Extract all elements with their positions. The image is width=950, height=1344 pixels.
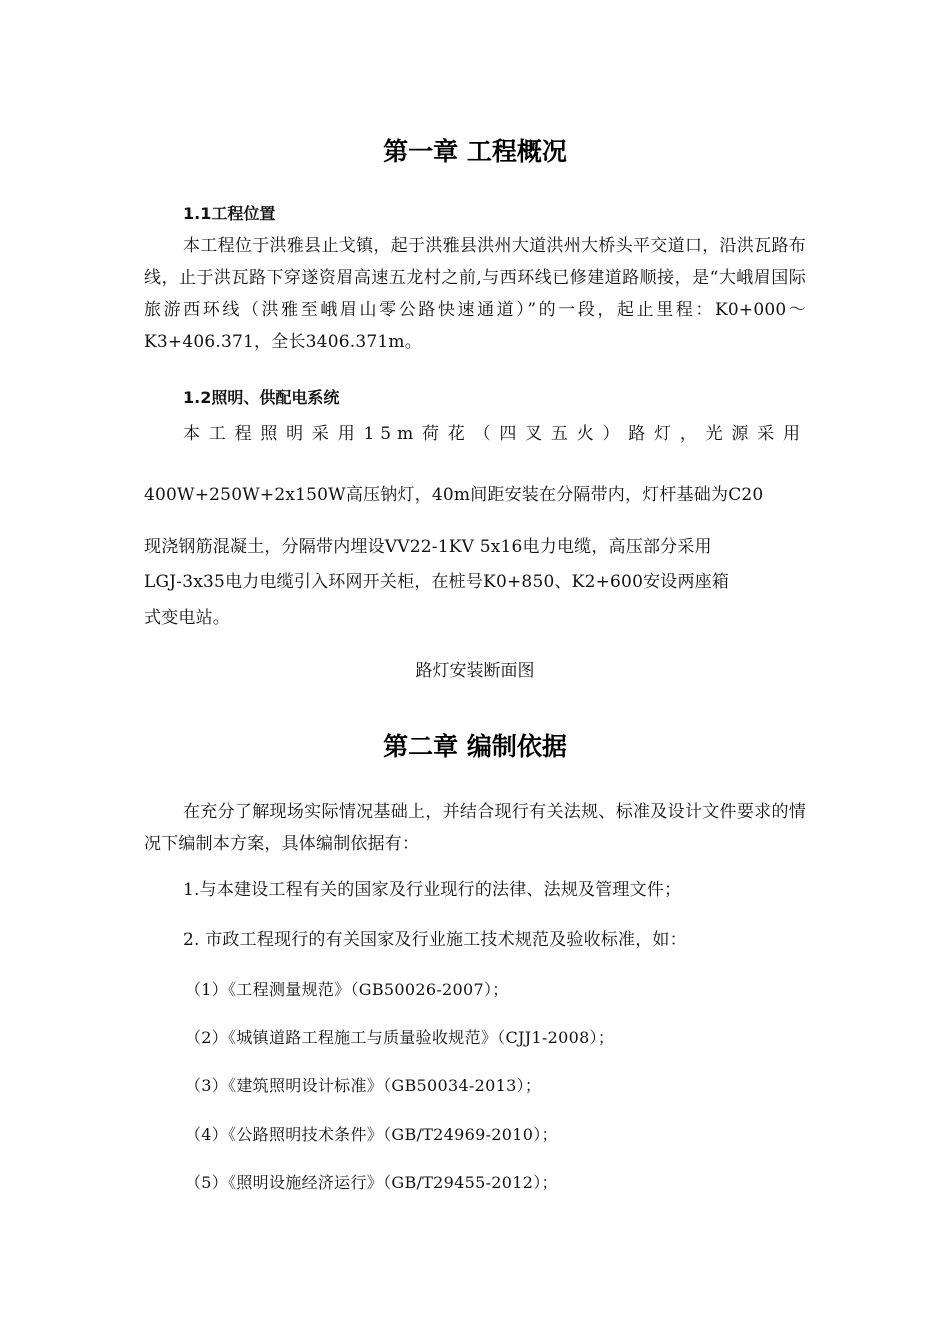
section-1-2-line-4: LGJ-3x35电力电缆引入环网开关柜，在桩号K0+850、K2+600安设两座箱 xyxy=(144,572,730,592)
figure-caption: 路灯安装断面图 xyxy=(415,661,535,681)
chapter-2-title: 第二章 编制依据 xyxy=(383,732,567,761)
chapter-2-intro: 在充分了解现场实际情况基础上，并结合现行有关法规、标准及设计文件要求的情况下编制本方案，具体编制依据有： xyxy=(144,802,806,854)
section-1-1-body: 本工程位于洪雅县止戈镇，起于洪雅县洪州大道洪州大桥头平交道口，沿洪瓦路布线，止于洪瓦路下穿遂资眉高速五龙村之前,与西环线已修建道路顺接，是“大峨眉国际旅游西环线（洪雅至峨眉山零公路快速通道）”的一段，起止里程：K0+000～K3+406.371，全长3406.371m。 xyxy=(144,236,806,352)
standard-item-3: （3）《建筑照明设计标准》（GB50034-2013）； xyxy=(185,1076,542,1095)
section-1-2-heading: 1.2照明、供配电系统 xyxy=(183,388,340,407)
section-1-2-line-2: 400W+250W+2ⅹ150W高压钠灯，40m间距安装在分隔带内，灯杆基础为C20 xyxy=(144,485,764,505)
standard-item-1: （1）《工程测量规范》（GB50026-2007）； xyxy=(185,980,509,999)
section-1-2-line-1: 本工程照明采用15m荷花（四叉五火）路灯，光源采用 xyxy=(183,424,806,444)
standard-item-4: （4）《公路照明技术条件》（GB/T24969-2010）； xyxy=(185,1125,558,1144)
basis-item-1: 1.与本建设工程有关的国家及行业现行的法律、法规及管理文件； xyxy=(183,880,682,900)
basis-item-2: 2. 市政工程现行的有关国家及行业施工技术规范及验收标准，如： xyxy=(183,930,687,950)
section-1-2-line-3: 现浇钢筋混凝土，分隔带内埋设VV22-1KV 5x16电力电缆，高压部分采用 xyxy=(144,537,712,557)
section-1-2-line-5: 式变电站。 xyxy=(144,608,230,628)
section-1-1-heading: 1.1工程位置 xyxy=(183,204,276,223)
standard-item-5: （5）《照明设施经济运行》（GB/T29455-2012）； xyxy=(185,1173,558,1192)
chapter-1-title: 第一章 工程概况 xyxy=(383,137,567,166)
standard-item-2: （2）《城镇道路工程施工与质量验收规范》（CJJ1-2008）； xyxy=(185,1028,615,1047)
